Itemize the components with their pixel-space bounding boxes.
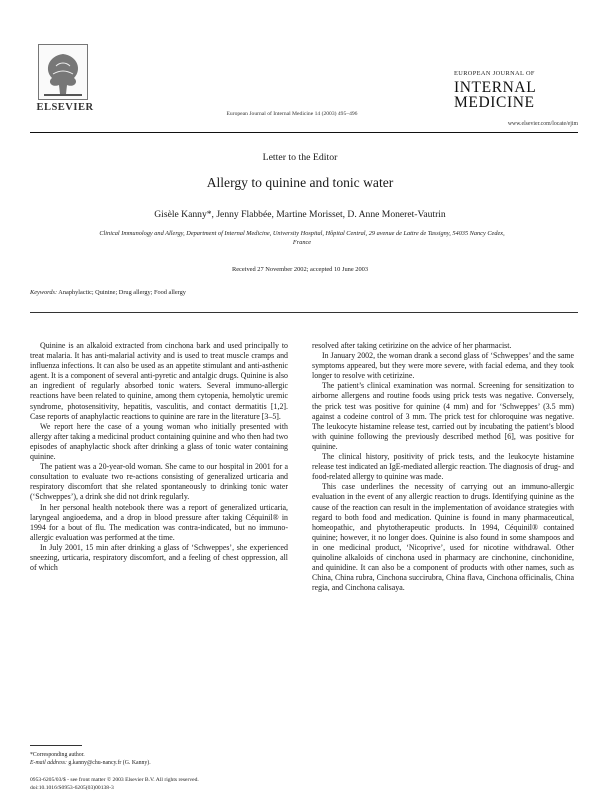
received-dates: Received 27 November 2002; accepted 10 June 2003 <box>231 266 369 273</box>
paragraph: The patient’s clinical examination was normal. Screening for sensitization to airborne allergens and routine foods using prick tests was negative. Conversely, the prick test was positive for quinine (4 mm) and for ‘Schweppes’ (3.5 mm) against a codeine control of 3 mm. The prick test for chloroquine was negative. The leukocyte histamine release test, carried out by incubating the patient’s blood with quinine following the previously described method [6], was positive for quinine. <box>312 381 574 451</box>
doi-line: doi:10.1016/S0953-6205(03)00138-3 <box>30 785 114 792</box>
elsevier-tree-logo <box>38 44 88 100</box>
affiliation: Clinical Immunology and Allergy, Department of Internal Medicine, University Hospital, Hôpital Central, 29 avenue de Lattre de Tassigny, 54035 Nancy Cedex, France <box>99 230 505 246</box>
email-label: E-mail address: <box>30 760 67 767</box>
publisher-name: ELSEVIER <box>36 102 94 113</box>
body-column-left <box>30 341 288 743</box>
journal-name-top: EUROPEAN JOURNAL OF <box>454 70 535 77</box>
keywords-divider <box>30 312 578 313</box>
footnote <box>30 751 288 767</box>
keywords-list: Anaphylactic; Quinine; Drug allergy; Food allergy <box>57 289 186 296</box>
paragraph: The patient was a 20-year-old woman. She came to our hospital in 2001 for a consultation to evaluate two re-actions consisting of generalized urticaria and respiratory discomfort that she related spontaneously to drinking tonic water (‘Schweppes’), a drink she did not drink regularly. <box>30 462 288 502</box>
journal-url-link[interactable]: www.elsevier.com/locate/ejim <box>507 121 578 127</box>
paragraph: In January 2002, the woman drank a second glass of ‘Schweppes’ and the same symptoms appeared, but they were more severe, with facial edema, and they took longer to resolve with cetirizine. <box>312 351 574 381</box>
paragraph: In July 2001, 15 min after drinking a glass of ‘Schweppes’, she experienced sneezing, urticaria, respiratory discomfort, and a feeling of chest oppression, all of which <box>30 542 288 573</box>
footnote-divider <box>30 745 82 746</box>
body-column-right <box>312 341 574 779</box>
paragraph: The clinical history, positivity of prick tests, and the leukocyte histamine release test indicated an IgE-mediated allergic reaction. The diagnosis of drug- and food-related allergy to quinine was made. <box>312 452 574 482</box>
section-label: Letter to the Editor <box>262 152 338 163</box>
paragraph: We report here the case of a young woman who initially presented with allergy after taking a medicinal product containing quinine and who then had two episodes of anaphylactic shock after drinking a glass of tonic water containing quinine. <box>30 421 288 462</box>
copyright-line: 0953-6205/03/$ - see front matter © 2003 Elsevier B.V. All rights reserved. <box>30 777 199 783</box>
email-note <box>30 759 288 767</box>
header-divider <box>30 132 578 133</box>
journal-title <box>454 80 574 110</box>
copyright-notice <box>30 776 330 792</box>
article-title: Allergy to quinine and tonic water <box>206 175 394 190</box>
keywords <box>30 289 570 296</box>
paragraph: Quinine is an alkaloid extracted from cinchona bark and used principally to treat malaria. It has anti-malarial activity and is used to treat muscle cramps and influenza infections. It can also be used as an appetite stimulant and anti-asthenic agent. It is a component of several anti-pyretic and antalgic drugs. Quinine is also an ingredient of regularly absorbed tonic waters. Several immuno-allergic reactions have been related to quinine, among them cytopenia, hemolytic uremic syndrome, photosensitivity, hepatitis, vasculitis, and contact dermatitis [1,2]. Case reports of anaphylactic reactions to quinine are rare in the literature [3–5]. <box>30 341 288 421</box>
journal-title-line1: INTERNAL <box>454 79 537 96</box>
journal-title-line2: MEDICINE <box>454 94 535 111</box>
paragraph: resolved after taking cetirizine on the advice of her pharmacist. <box>312 341 512 350</box>
paragraph: This case underlines the necessity of carrying out an immuno-allergic evaluation in the event of any allergic reaction to drugs. Identifying quinine as the cause of the reaction can result in the implementation of avoidance strategies with regard to both food and medication. Quinine is found in many pharmaceutical, homeopathic, and phytotherapeutic products. In 1994, Céquinil® contained quinine; however, it no longer does. Quinine is also found in some shampoos and in one medicinal product, ‘Nicoprive’, used for nicotine withdrawal. Other quinoline alkaloids of cinchona used in pharmacy are cinchonine, cinchonidine, and quinidine. It can also be a component of products with other names, such as China, China rubra, Cinchona succirubra, China flava, Cinchona officinalis, China regia, and Cinchona calisaya. <box>312 482 574 593</box>
author-list: Gisèle Kanny*, Jenny Flabbée, Martine Morisset, D. Anne Moneret-Vautrin <box>154 209 446 220</box>
keywords-label: Keywords: <box>30 289 58 296</box>
email-address-link[interactable]: g.kanny@chu-nancy.fr (G. Kanny). <box>66 760 151 767</box>
journal-citation: European Journal of Internal Medicine 14 (2003) 495–496 <box>226 111 358 117</box>
corresponding-author-note: *Corresponding author. <box>30 752 85 758</box>
paragraph: In her personal health notebook there was a report of generalized urticaria, laryngeal angioedema, and a drop in blood pressure after taking Céquinil® in 1994 for a bout of flu. The medication was contra-indicated, but no immuno-allergic evaluation was performed at the time. <box>30 502 288 542</box>
